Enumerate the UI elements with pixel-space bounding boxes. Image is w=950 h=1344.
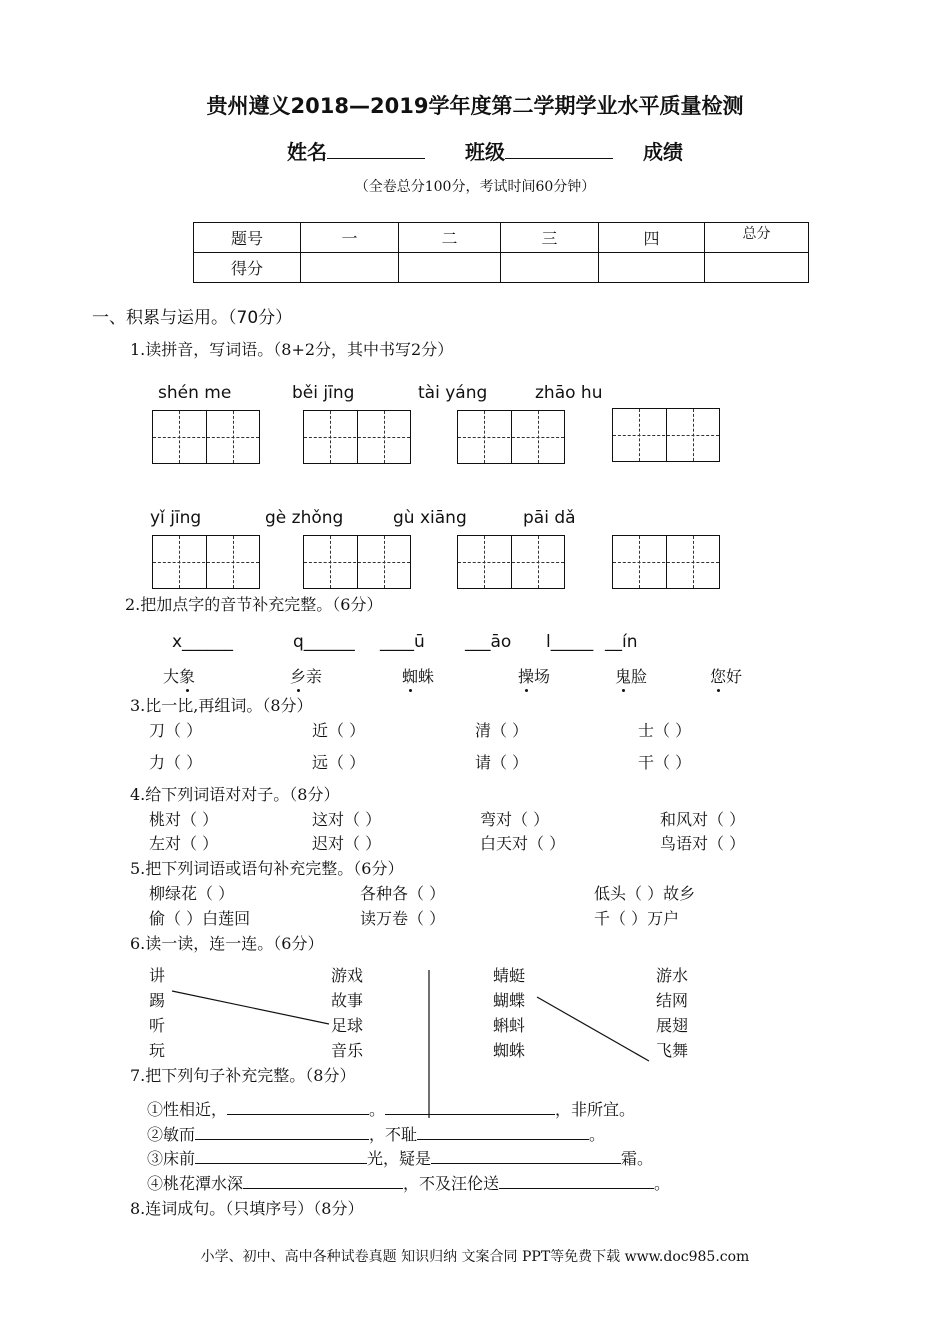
syllable-blank[interactable]: x______: [172, 632, 234, 652]
match-item[interactable]: 飞舞: [656, 1041, 689, 1060]
compare-item[interactable]: 刀（ ）: [149, 721, 203, 740]
question-title: 8.连词成句。（只填序号）（8分）: [130, 1199, 364, 1218]
couplet-item[interactable]: 迟对（ ）: [312, 834, 382, 853]
word-char: 脸: [631, 667, 648, 686]
match-item[interactable]: 玩: [149, 1041, 166, 1060]
sentence-text: ①性相近，: [147, 1100, 228, 1119]
dotted-char: 您: [710, 667, 727, 686]
table-cell: 总分: [705, 223, 809, 253]
match-item[interactable]: 蜻蜓: [493, 966, 526, 985]
match-item[interactable]: 蝌蚪: [493, 1016, 526, 1035]
pinyin-label: zhāo hu: [535, 383, 603, 403]
couplet-item[interactable]: 弯对（ ）: [480, 810, 550, 829]
sentence-line: [147, 1171, 670, 1194]
table-cell: 二: [399, 223, 501, 253]
sentence-text: 。: [369, 1100, 386, 1119]
sentence-blank[interactable]: [385, 1100, 555, 1115]
fill-item[interactable]: 柳绿花（ ）: [149, 884, 235, 903]
pinyin-label: pāi dǎ: [523, 508, 576, 528]
couplet-item[interactable]: 这对（ ）: [312, 810, 382, 829]
couplet-item[interactable]: 桃对（ ）: [149, 810, 219, 829]
compare-item[interactable]: 远（ ）: [312, 753, 366, 772]
couplet-item[interactable]: 和风对（ ）: [660, 810, 746, 829]
dotted-char: 乡: [290, 667, 307, 686]
sentence-text: ，不及汪伦送: [403, 1174, 500, 1193]
match-item[interactable]: 结网: [656, 991, 689, 1010]
word-char: 大: [163, 667, 180, 686]
table-cell: 四: [599, 223, 705, 253]
match-item[interactable]: 足球: [331, 1016, 364, 1035]
sentence-text: ③床前: [147, 1149, 196, 1168]
match-item[interactable]: 蜘蛛: [493, 1041, 526, 1060]
compare-item[interactable]: 士（ ）: [638, 721, 692, 740]
page-footer: 小学、初中、高中各种试卷真题 知识归纳 文案合同 PPT等免费下载 www.doc985.com: [200, 1249, 750, 1265]
sentence-text: 。: [589, 1125, 606, 1144]
question-title: 4.给下列词语对对子。（8分）: [130, 785, 340, 804]
word-char: 场: [534, 667, 551, 686]
score-label: 成绩: [643, 140, 683, 164]
pinyin-label: yǐ jīng: [150, 508, 202, 528]
table-cell: 三: [501, 223, 599, 253]
compare-item[interactable]: 力（ ）: [149, 753, 203, 772]
sentence-text: 。: [654, 1174, 671, 1193]
question-title: 6.读一读，连一连。（6分）: [130, 934, 324, 953]
fill-item[interactable]: 读万卷（ ）: [360, 909, 446, 928]
couplet-item[interactable]: 鸟语对（ ）: [660, 834, 746, 853]
dotted-char: 操: [518, 667, 535, 686]
match-item[interactable]: 蝴蝶: [493, 991, 526, 1010]
sentence-text: ④桃花潭水深: [147, 1174, 244, 1193]
match-line: [172, 991, 329, 1024]
pinyin-label: gè zhǒng: [265, 508, 344, 528]
table-cell: 得分: [194, 253, 301, 283]
match-item[interactable]: 踢: [149, 991, 166, 1010]
dotted-char: 鬼: [615, 667, 632, 686]
match-item[interactable]: 听: [149, 1016, 166, 1035]
syllable-blank[interactable]: __ín: [605, 632, 638, 652]
fill-item[interactable]: 低头（ ）故乡: [594, 884, 696, 903]
table-cell: 题号: [194, 223, 301, 253]
sentence-text: 霜。: [621, 1149, 654, 1168]
pinyin-label: běi jīng: [292, 383, 355, 403]
compare-item[interactable]: 清（ ）: [475, 721, 529, 740]
sentence-blank[interactable]: [195, 1125, 369, 1140]
sentence-text: ，不耻: [369, 1125, 418, 1144]
fill-item[interactable]: 各种各（ ）: [360, 884, 446, 903]
question-title: 7.把下列句子补充完整。（8分）: [130, 1066, 356, 1085]
couplet-item[interactable]: 白天对（ ）: [480, 834, 566, 853]
word-char: 蛛: [418, 667, 435, 686]
fill-item[interactable]: 偷（ ）白莲回: [149, 909, 251, 928]
couplet-item[interactable]: 左对（ ）: [149, 834, 219, 853]
syllable-blank[interactable]: q______: [293, 632, 355, 652]
dotted-char: 象: [179, 667, 196, 686]
page-title: 贵州遵义2018—2019学年度第二学期学业水平质量检测: [206, 94, 744, 118]
sentence-blank[interactable]: [417, 1125, 589, 1140]
match-item[interactable]: 音乐: [331, 1041, 364, 1060]
match-item[interactable]: 展翅: [656, 1016, 689, 1035]
exam-note: （全卷总分100分，考试时间60分钟）: [354, 179, 596, 195]
name-label: 姓名: [287, 140, 327, 164]
question-title: 2.把加点字的音节补充完整。（6分）: [125, 595, 383, 614]
match-item[interactable]: 游水: [656, 966, 689, 985]
sentence-line: [147, 1122, 605, 1145]
compare-item[interactable]: 干（ ）: [638, 753, 692, 772]
sentence-text: ②敏而: [147, 1125, 196, 1144]
sentence-blank[interactable]: [243, 1174, 403, 1189]
question-title: 5.把下列词语或语句补充完整。（6分）: [130, 859, 404, 878]
sentence-blank[interactable]: [227, 1100, 369, 1115]
sentence-text: 光，疑是: [367, 1149, 432, 1168]
sentence-blank[interactable]: [499, 1174, 654, 1189]
match-line: [537, 997, 649, 1061]
word-char: 好: [726, 667, 743, 686]
match-item[interactable]: 故事: [331, 991, 364, 1010]
sentence-line: [147, 1146, 653, 1169]
match-item[interactable]: 游戏: [331, 966, 364, 985]
sentence-blank[interactable]: [431, 1149, 621, 1164]
syllable-blank[interactable]: ___āo: [465, 632, 512, 652]
section-title: 一、积累与运用。（70分）: [92, 308, 293, 328]
sentence-line: [147, 1097, 635, 1120]
pinyin-label: shén me: [158, 383, 232, 403]
class-label: 班级: [465, 140, 505, 164]
table-cell: 一: [301, 223, 399, 253]
pinyin-label: tài yáng: [418, 383, 488, 403]
question-title: 3.比一比,再组词。（8分）: [130, 696, 313, 715]
syllable-blank[interactable]: l_____: [546, 632, 594, 652]
fill-item[interactable]: 千（ ）万户: [594, 909, 680, 928]
sentence-blank[interactable]: [195, 1149, 367, 1164]
match-item[interactable]: 讲: [149, 966, 166, 985]
question-title: 1.读拼音，写词语。（8+2分，其中书写2分）: [130, 340, 454, 359]
dotted-char: 蜘: [402, 667, 419, 686]
sentence-text: ，非所宜。: [555, 1100, 636, 1119]
compare-item[interactable]: 请（ ）: [475, 753, 529, 772]
pinyin-label: gù xiāng: [393, 508, 467, 528]
compare-item[interactable]: 近（ ）: [312, 721, 366, 740]
syllable-blank[interactable]: ____ū: [380, 632, 425, 652]
word-char: 亲: [306, 667, 323, 686]
